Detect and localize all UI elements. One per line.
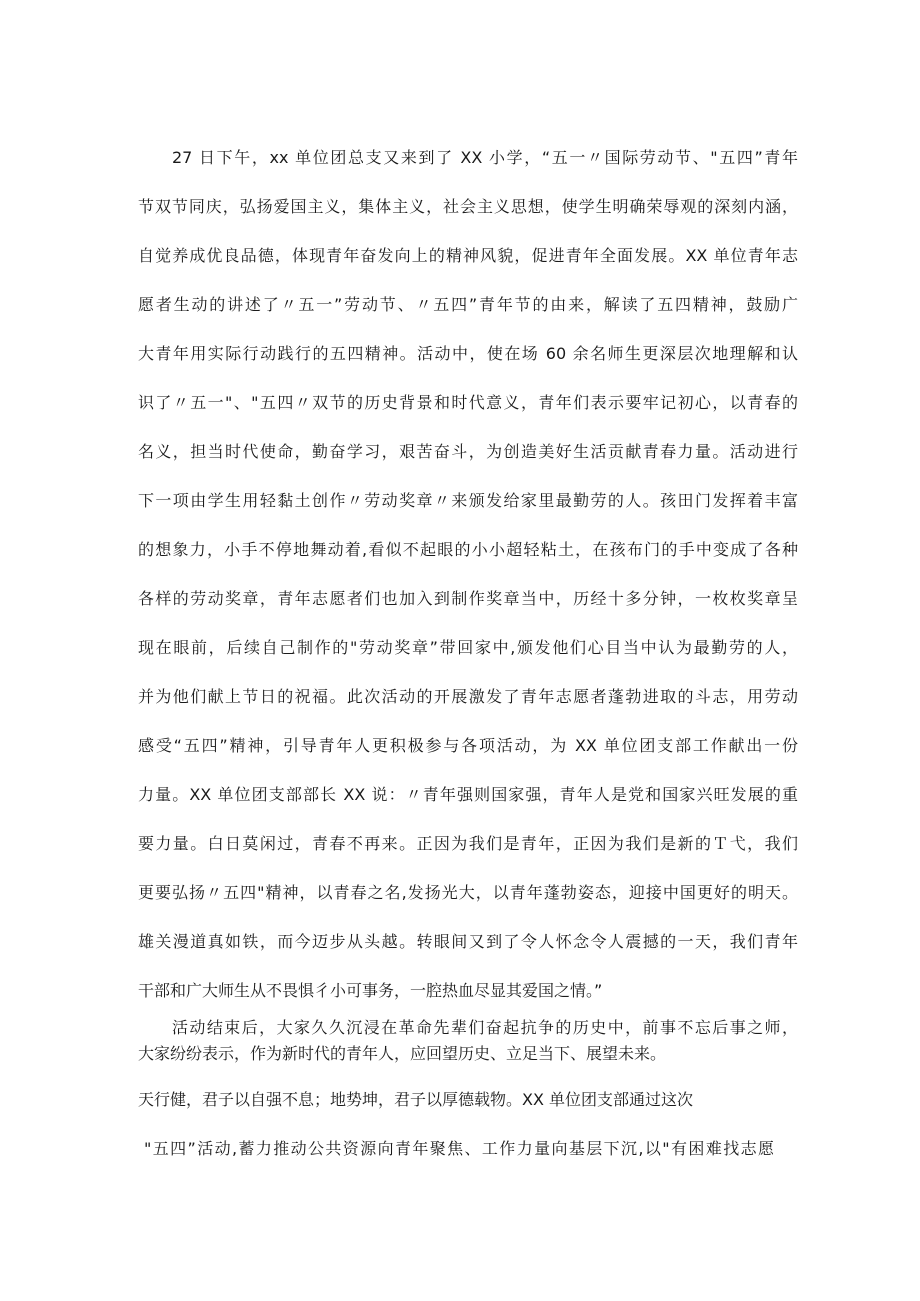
body-text-line: 27 日下午，xx 单位团总支又来到了 XX 小学，“五一〃国际劳动节、"五四”青年 [172,148,798,167]
body-text-line: 各样的劳动奖章，青年志愿者们也加入到制作奖章当中，历经十多分钟，一枚枚奖章呈 [138,589,798,608]
body-text-line: 名义，担当时代使命，勤奋学习，艰苦奋斗，为创造美好生活贡献青春力量。活动进行 [138,442,798,461]
body-text-line: "五四”活动,蓄力推动公共资源向青年聚焦、工作力量向基层下沉,以"有困难找志愿 [144,1139,774,1158]
body-text-line: 更要弘扬〃五四"精神，以青春之名,发扬光大，以青年蓬勃姿态，迎接中国更好的明天。 [138,883,798,902]
body-text-line: 现在眼前，后续自己制作的"劳动奖章”带回家中,颁发他们心目当中认为最勤劳的人， [138,638,798,657]
body-text-line: 并为他们献上节日的祝福。此次活动的开展激发了青年志愿者蓬勃进取的斗志，用劳动 [138,687,798,706]
body-text-line: 天行健，君子以自强不息；地势坤，君子以厚德载物。XX 单位团支部通过这次 [138,1090,694,1109]
body-text-line: 大家纷纷表示，作为新时代的青年人，应回望历史、立足当下、展望未来。 [138,1044,667,1063]
body-text-line: 愿者生动的讲述了〃五一”劳动节、〃五四”青年节的由来，解读了五四精神，鼓励广 [138,295,798,314]
body-text-line: 感受“五四”精神，引导青年人更积极参与各项活动，为 XX 单位团支部工作献出一份 [138,736,798,755]
body-text-line: 的想象力，小手不停地舞动着,看似不起眼的小小超轻粘土，在孩布门的手中变成了各种 [138,540,798,559]
body-text-line: 要力量。白日莫闲过，青春不再来。正因为我们是青年，正因为我们是新的Ｔ弋，我们 [138,834,798,853]
body-text-line: 力量。XX 单位团支部部长 XX 说：〃青年强则国家强，青年人是党和国家兴旺发展的重 [138,785,798,804]
body-text-line: 识了〃五一"、"五四〃双节的历史背景和时代意义，青年们表示要牢记初心，以青春的 [138,393,798,412]
body-text-line: 自觉养成优良品德，体现青年奋发向上的精神风貌，促进青年全面发展。XX 单位青年志 [138,246,798,265]
body-text-line: 干部和广大师生从不畏惧彳小可事务，一腔热血尽显其爱国之情。” [138,981,603,1000]
body-text-line: 大青年用实际行动践行的五四精神。活动中，使在场 60 余名师生更深层次地理解和认 [138,344,798,363]
body-text-line: 活动结束后，大家久久沉浸在革命先辈们奋起抗争的历史中，前事不忘后事之师， [172,1018,798,1037]
body-text-line: 节双节同庆，弘扬爱国主义，集体主义，社会主义思想，使学生明确荣辱观的深刻内涵， [138,197,798,216]
body-text-line: 下一项由学生用轻黏土创作〃劳动奖章〃来颁发给家里最勤劳的人。孩田门发挥着丰富 [138,491,798,510]
body-text-line: 雄关漫道真如铁，而今迈步从头越。转眼间又到了令人怀念令人震撼的一天，我们青年 [138,932,798,951]
